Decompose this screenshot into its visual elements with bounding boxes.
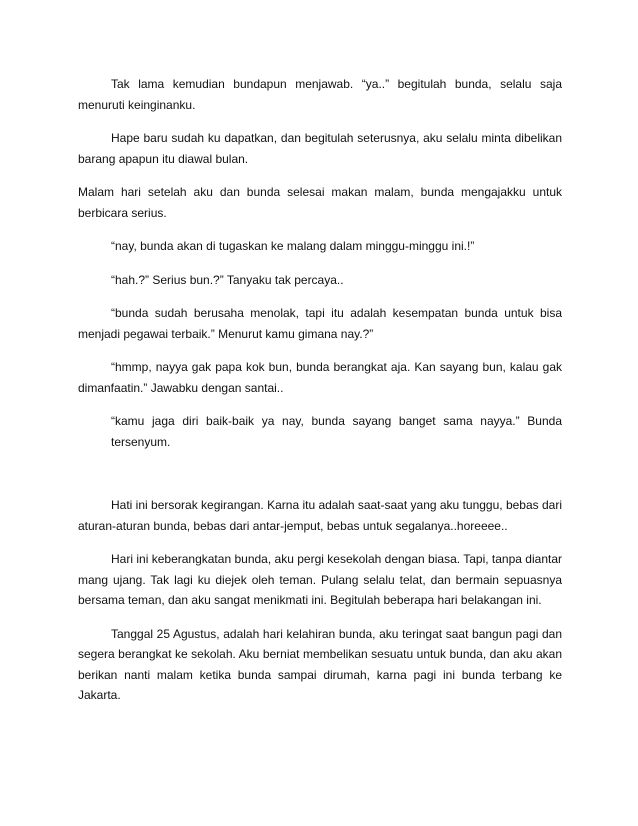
paragraph-9: Hati ini bersorak kegirangan. Karna itu adalah saat-saat yang aku tunggu, bebas dari aturan-aturan bunda, bebas dari antar-jemput, bebas untuk segalanya..horeeee.. <box>78 498 562 533</box>
document-page <box>78 74 562 719</box>
paragraph-2: Hape baru sudah ku dapatkan, dan begitulah seterusnya, aku selalu minta dibelikan barang apapun itu diawal bulan. <box>78 131 562 166</box>
paragraph-3: Malam hari setelah aku dan bunda selesai makan malam, bunda mengajakku untuk berbicara serius. <box>78 185 562 220</box>
paragraph-8: “kamu jaga diri baik-baik ya nay, bunda sayang banget sama nayya.” Bunda tersenyum. <box>111 414 562 449</box>
paragraph-11: Tanggal 25 Agustus, adalah hari kelahiran bunda, aku teringat saat bangun pagi dan segera berangkat ke sekolah. Aku berniat membelikan sesuatu untuk bunda, dan aku akan berikan nanti malam ketika bunda sampai dirumah, karna pagi ini bunda terbang ke Jakarta. <box>78 626 562 702</box>
section-gap <box>78 465 562 495</box>
paragraph-7: “hmmp, nayya gak papa kok bun, bunda berangkat aja. Kan sayang bun, kalau gak dimanfaatin.” Jawabku dengan santai.. <box>78 360 562 395</box>
paragraph-1: Tak lama kemudian bundapun menjawab. “ya..” begitulah bunda, selalu saja menuruti keinginanku. <box>78 77 562 112</box>
paragraph-5: “hah.?” Serius bun.?” Tanyaku tak percaya.. <box>111 272 344 287</box>
paragraph-6: “bunda sudah berusaha menolak, tapi itu adalah kesempatan bunda untuk bisa menjadi pegawai terbaik.” Menurut kamu gimana nay.?” <box>78 306 562 341</box>
paragraph-10: Hari ini keberangkatan bunda, aku pergi kesekolah dengan biasa. Tapi, tanpa diantar mang ujang. Tak lagi ku diejek oleh teman. Pulang selalu telat, dan bermain sepuasnya bersama teman, dan aku sangat menikmati ini. Begitulah beberapa hari belakangan ini. <box>78 552 562 607</box>
paragraph-4: “nay, bunda akan di tugaskan ke malang dalam minggu-minggu ini.!” <box>111 239 475 253</box>
